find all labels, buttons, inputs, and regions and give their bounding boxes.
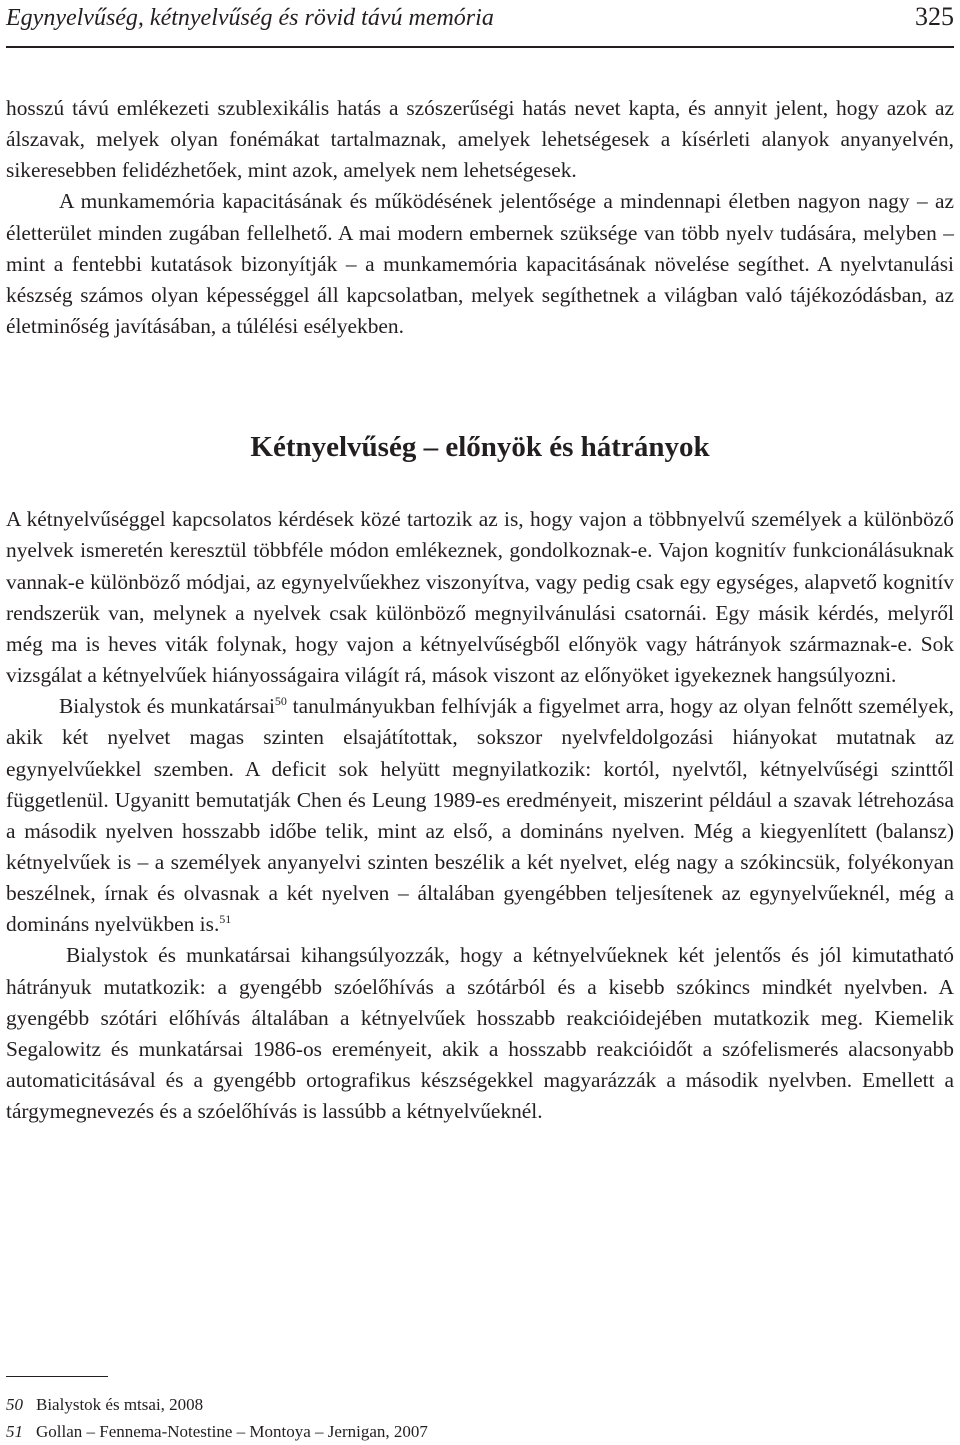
paragraph-4-rest: tanulmányukban felhívják a figyelmet arra, hogy az olyan felnőtt személyek, akik két nyelvet magas szinten elsajátítottak, sokszor nyelvfeldolgozási hiányokat mutatnak az egynyelvűekkel szemben. A deficit sok helyütt megnyilatkozik: kortól, nyelvtől, kétnyelvűségi szinttől függetlenül. Ugyanitt bemutatják Chen és Leung 1989-es eredményeit, miszerint például a szavak létrehozása a második nyelven hosszabb időbe telik, mint az első, a domináns nyelven. Még a kiegyenlített (balansz) kétnyelvűek is – a személyek anyanyelvi szinten beszélik a két nyelvet, elég nagy a szókincsük, folyékonyan beszélnek, írnak és olvasnak a két nyelven – általában gyengébben teljesítenek az egynyelvűeknél, még a domináns nyelvükben is. (6, 694, 954, 937)
footnote-number: 51 (6, 1422, 23, 1441)
paragraph-1: hosszú távú emlékezeti szublexikális hatás a szószerűségi hatás nevet kapta, és annyit jelent, hogy azok az álszavak, melyek olyan fonémákat tartalmaznak, amelyek lehetségesek a kísérleti alanyok anyanyelvén, sikeresebben felidézhetőek, mint azok, amelyek nem lehetségesek. (6, 96, 954, 183)
page-body (6, 93, 954, 1127)
footnote-rule (6, 1376, 108, 1377)
footnote-50 (6, 1391, 954, 1418)
page-number: 325 (915, 2, 954, 31)
paragraph-4-start: Bialystok és munkatársai (59, 694, 275, 719)
footnote-number: 50 (6, 1395, 23, 1414)
page-header (6, 0, 954, 47)
footnote-ref-50[interactable]: 50 (274, 694, 287, 709)
paragraph-3: A kétnyelvűséggel kapcsolatos kérdések közé tartozik az is, hogy vajon a többnyelvű személyek a különböző nyelvek ismeretén keresztül többféle módon emlékeznek, gondolkoznak-e. Vajon kognitív funkcionálásuknak vannak-e különböző módjai, az egynyelvűekhez viszonyítva, vagy pedig csak egy egységes, alapvető kognitív rendszerük van, melynek a nyelvek csak különböző megnyilvánulási csatornái. Egy másik kérdés, melyről még ma is heves viták folynak, hogy vajon a kétnyelvűségből előnyök vagy hátrányok származnak-e. Sok vizsgálat a kétnyelvűek hiányosságaira világít rá, mások viszont az előnyöket igyekeznek hangsúlyozni. (6, 507, 954, 688)
running-title: Egynyelvűség, kétnyelvűség és rövid távú memória (6, 5, 494, 31)
footnote-text: Gollan – Fennema-Notestine – Montoya – Jernigan, 2007 (36, 1422, 428, 1441)
paragraph-4 (6, 691, 954, 940)
section-heading: Kétnyelvűség – előnyök és hátrányok (250, 431, 710, 464)
footnote-ref-51[interactable]: 51 (219, 912, 232, 927)
header-rule (6, 46, 954, 48)
footnotes (6, 1391, 954, 1445)
paragraph-5: Bialystok és munkatársai kihangsúlyozzák, hogy a kétnyelvűeknek két jelentős és jól kimutatható hátrányuk mutatkozik: a gyengébb szóelőhívás a szótárból és a kisebb szókincs mindkét nyelvben. A gyengébb szótári előhívás általában a kétnyelvűek hosszabb reakcióidejében mutatkozik meg. Kiemelik Segalowitz és munkatársai 1986-os ereményeit, akik a hosszabb reakcióidőt a szófelismerés alacsonyabb automaticitásával és a gyengébb ortografikus készségekkel magyarázzák a második nyelvben. Emellett a tárgymegnevezés és a szóelőhívás is lassúbb a kétnyelvűeknél. (6, 943, 954, 1124)
footnote-51 (6, 1418, 954, 1445)
footnote-text: Bialystok és mtsai, 2008 (36, 1395, 204, 1414)
paragraph-2: A munkamemória kapacitásának és működésének jelentősége a mindennapi életben nagyon nagy – az életterület minden zugában fellelhető. A mai modern embernek szüksége van több nyelv tudására, melyben – mint a fentebbi kutatások bizonyítják – a munkamemória kapacitásának növelése segíthet. A nyelvtanulási készség számos olyan képességgel áll kapcsolatban, melyek segíthetnek a világban való tájékozódásban, az életminőség javításában, a túlélési esélyekben. (6, 189, 954, 339)
